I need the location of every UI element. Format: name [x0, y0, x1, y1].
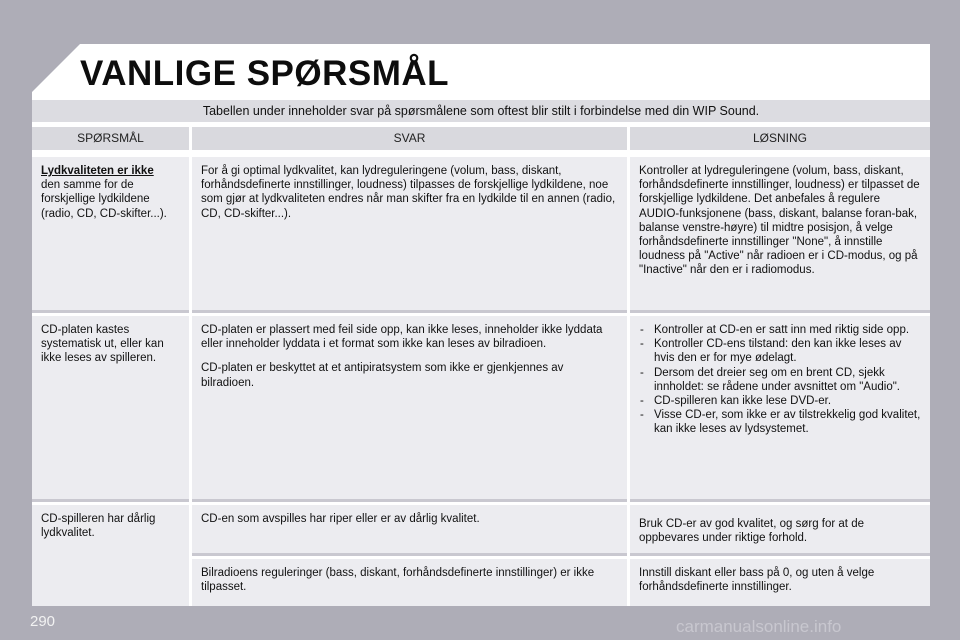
row-3-answer-text-1: CD-en som avspilles har riper eller er av dårlig kvalitet.: [201, 513, 480, 525]
row-2-answer-text-2: CD-platen er beskyttet at et antipiratsystem som ikke er gjenkjennes av bilradioen.: [201, 362, 564, 389]
row-3-question-text: CD-spilleren har dårlig lydkvalitet.: [41, 513, 156, 540]
list-item: - Visse CD-er, som ikke er av tilstrekkelig god kvalitet, kan ikke leses av lydsystemet.: [640, 409, 921, 436]
row-3-solution-2: [630, 559, 930, 606]
row-1-question-bold: Lydkvaliteten er ikke: [41, 165, 154, 177]
row-1-question-text: den samme for de forskjellige lydkildene (radio, CD, CD-skifter...).: [41, 179, 167, 220]
row-2-answer-text-1: CD-platen er plassert med feil side opp, kan ikke leses, inneholder ikke lyddata eller inneholder lyddata i et format som ikke kan leses av bilradioen.: [201, 324, 603, 351]
row-1-solution-text: Kontroller at lydreguleringene (volum, bass, diskant, forhåndsdefinerte innstillinger, loudness) er tilpasset de forskjellige lydkildene. Det anbefales å regulere AUDIO-funksjonene (bass, diskant, balanse foran-bak, balanse venstre-høyre) til midtre posisjon, å velge forhåndsdefinerte innstillinger "None", å innstille loudness på "Active" når radioen er i CD-modus, og på "Inactive" når den er i radiomodus.: [639, 165, 920, 277]
row-3-solution-1: [630, 505, 930, 556]
row-2-solution: [630, 316, 930, 502]
row-2-question: [32, 316, 189, 502]
folded-corner: [32, 44, 80, 92]
column-header-answer: SVAR: [192, 127, 627, 150]
page-number: 290: [30, 613, 56, 630]
row-3-solution-text-1: Bruk CD-er av god kvalitet, og sørg for at de oppbevares under riktige forhold.: [639, 518, 864, 545]
column-header-question: SPØRSMÅL: [32, 127, 189, 150]
row-2-solution-list: [639, 323, 922, 437]
row-3-question: [32, 505, 189, 606]
list-item: - CD-spilleren kan ikke lese DVD-er.: [640, 395, 832, 408]
row-3-answer-1: [192, 505, 627, 556]
row-3-solution-text-2: Innstill diskant eller bass på 0, og uten å velge forhåndsdefinerte innstillinger.: [639, 567, 875, 594]
page-title: VANLIGE SPØRSMÅL: [80, 54, 450, 93]
row-3-answer-text-2: Bilradioens reguleringer (bass, diskant, forhåndsdefinerte innstillinger) er ikke tilpasset.: [201, 567, 595, 594]
row-1-answer-text: For å gi optimal lydkvalitet, kan lydreguleringene (volum, bass, diskant, forhåndsdefinerte innstillinger, loudness) tilpasses de forskjellige lydkildene, noe som gjør at lydkvaliteten endres når man skifter fra en lydkilde til en annen (radio, CD, CD-skifter...).: [201, 165, 616, 220]
row-3-answer-2: [192, 559, 627, 606]
intro-text: Tabellen under inneholder svar på spørsmålene som oftest blir stilt i forbindelse med din WIP Sound.: [32, 100, 930, 122]
list-item: - Dersom det dreier seg om en brent CD, sjekk innholdet: se rådene under avsnittet om "Audio".: [640, 366, 900, 393]
row-2-question-text: CD-platen kastes systematisk ut, eller kan ikke leses av spilleren.: [41, 324, 164, 365]
column-header-solution: LØSNING: [630, 127, 930, 150]
row-1-solution: [630, 157, 930, 313]
list-item: - Kontroller at CD-en er satt inn med riktig side opp.: [640, 324, 910, 336]
row-1-answer: [192, 157, 627, 313]
row-1-question: [32, 157, 189, 313]
row-2-answer: [192, 316, 627, 502]
list-item: - Kontroller CD-ens tilstand: den kan ikke leses av hvis den er for mye ødelagt.: [640, 338, 902, 365]
watermark: carmanualsonline.info: [676, 617, 842, 636]
